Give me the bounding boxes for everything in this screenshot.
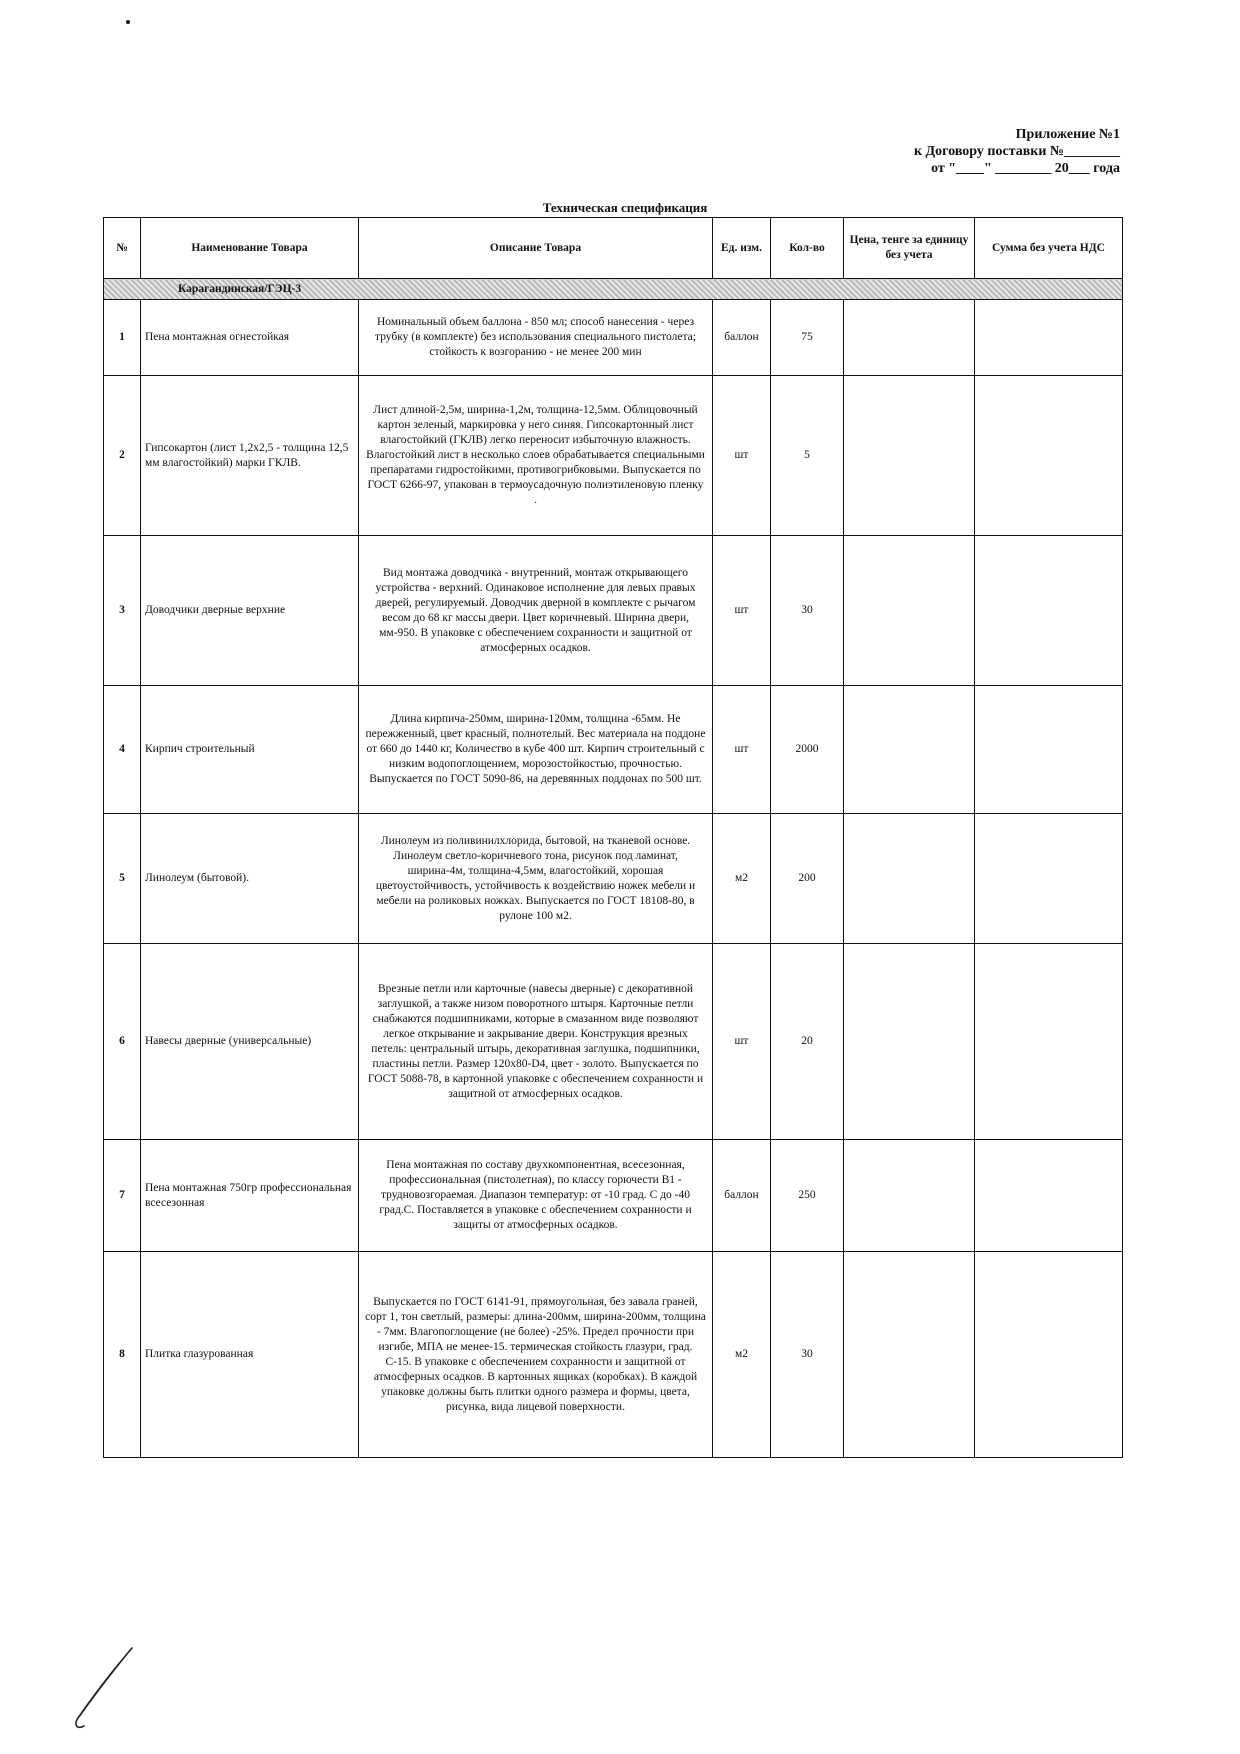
quantity: 5 <box>771 376 844 536</box>
table-row <box>104 814 1123 944</box>
row-number: 1 <box>104 300 141 376</box>
unit-of-measure: м2 <box>713 1252 771 1458</box>
total-without-vat <box>975 814 1123 944</box>
column-header-qty: Кол-во <box>771 218 844 279</box>
section-row <box>104 279 1123 300</box>
contract-date: от "____" ________ 20___ года <box>931 161 1120 176</box>
column-header-name: Наименование Товара <box>141 218 359 279</box>
total-without-vat <box>975 686 1123 814</box>
table-header-row <box>104 218 1123 279</box>
stray-ink-dot <box>126 20 130 24</box>
product-description: Врезные петли или карточные (навесы дверные) с декоративной заглушкой, а также низом поворотного штыря. Карточные петли снабжаются подшипниками, которые в смазанном виде позволяют легкое открывание и закрывание двери. Конструкция врезных петель: центральный штырь, декоративная заглушка, подшипники, пластины петли. Размер 120х80-D4, цвет - золото. Выпускается по ГОСТ 5088-78, в картонной упаковке с обеспечением сохранности и защитной от атмосферных осадков. <box>359 944 713 1140</box>
product-name: Навесы дверные (универсальные) <box>141 944 359 1140</box>
column-header-price: Цена, тенге за единицу без учета <box>844 218 975 279</box>
row-number: 3 <box>104 536 141 686</box>
page-title: Техническая спецификация <box>542 200 708 215</box>
unit-of-measure: шт <box>713 376 771 536</box>
column-header-desc: Описание Товара <box>359 218 713 279</box>
row-number: 7 <box>104 1140 141 1252</box>
total-without-vat <box>975 1140 1123 1252</box>
total-without-vat <box>975 944 1123 1140</box>
unit-price <box>844 944 975 1140</box>
row-number: 8 <box>104 1252 141 1458</box>
unit-price <box>844 686 975 814</box>
appendix-header <box>914 126 1120 177</box>
row-number: 5 <box>104 814 141 944</box>
unit-of-measure: баллон <box>713 300 771 376</box>
table-row <box>104 1140 1123 1252</box>
product-name: Доводчики дверные верхние <box>141 536 359 686</box>
product-name: Плитка глазурованная <box>141 1252 359 1458</box>
quantity: 20 <box>771 944 844 1140</box>
appendix-number: Приложение №1 <box>1015 127 1120 142</box>
unit-of-measure: м2 <box>713 814 771 944</box>
row-number: 2 <box>104 376 141 536</box>
quantity: 30 <box>771 536 844 686</box>
section-label: Карагандинская/ГЭЦ-3 <box>178 282 302 295</box>
product-description: Лист длиной-2,5м, ширина-1,2м, толщина-12,5мм. Облицовочный картон зеленый, маркировка у него синяя. Гипсокартонный лист влагостойкий (ГКЛВ) легко переносит избыточную влажность. Влагостойкий лист в несколько слоев обрабатывается специальными препаратами гидростойкими, противогрибковыми. Выпускается по ГОСТ 6266-97, упакован в термоусадочную полиэтиленовую пленку . <box>359 376 713 536</box>
unit-price <box>844 536 975 686</box>
specification-table <box>103 217 1123 1458</box>
table-row <box>104 686 1123 814</box>
product-description: Длина кирпича-250мм, ширина-120мм, толщина -65мм. Не пережженный, цвет красный, полнотелый. Вес материала на поддоне от 660 до 1440 кг, Количество в кубе 400 шт. Кирпич строительный с низким водопоглощением, морозостойкостью, прочностью. Выпускается по ГОСТ 5090-86, на деревянных поддонах по 500 шт. <box>359 686 713 814</box>
quantity: 75 <box>771 300 844 376</box>
table-row <box>104 300 1123 376</box>
table-row <box>104 536 1123 686</box>
quantity: 250 <box>771 1140 844 1252</box>
unit-price <box>844 814 975 944</box>
quantity: 200 <box>771 814 844 944</box>
product-name: Кирпич строительный <box>141 686 359 814</box>
product-description: Линолеум из поливинилхлорида, бытовой, на тканевой основе. Линолеум светло-коричневого тона, рисунок под ламинат, ширина-4м, толщина-4,5мм, влагостойкий, хорошая цветоустойчивость, устойчивость к воздействию ножек мебели и мебели на роликовых ножках. Выпускается по ГОСТ 18108-80, в рулоне 100 м2. <box>359 814 713 944</box>
unit-price <box>844 300 975 376</box>
pen-signature-mark <box>70 1644 140 1734</box>
table-row <box>104 944 1123 1140</box>
column-header-sum: Сумма без учета НДС <box>975 218 1123 279</box>
table-row <box>104 1252 1123 1458</box>
unit-price <box>844 1252 975 1458</box>
quantity: 2000 <box>771 686 844 814</box>
contract-reference: к Договору поставки №________ <box>913 144 1120 159</box>
total-without-vat <box>975 376 1123 536</box>
product-name: Пена монтажная 750гр профессиональная всесезонная <box>141 1140 359 1252</box>
unit-price <box>844 376 975 536</box>
product-description: Вид монтажа доводчика - внутренний, монтаж открывающего устройства - верхний. Одинаковое исполнение для левых правых дверей, регулируемый. Доводчик дверной в комплекте с рычагом весом до 68 кг массы двери. Цвет коричневый. Ширина двери, мм-950. В упаковке с обеспечением сохранности и защитной от атмосферных осадков. <box>359 536 713 686</box>
column-header-unit: Ед. изм. <box>713 218 771 279</box>
product-name: Гипсокартон (лист 1,2х2,5 - толщина 12,5 мм влагостойкий) марки ГКЛВ. <box>141 376 359 536</box>
table-row <box>104 376 1123 536</box>
column-header-num: № <box>104 218 141 279</box>
product-name: Пена монтажная огнестойкая <box>141 300 359 376</box>
product-description: Номинальный объем баллона - 850 мл; способ нанесения - через трубку (в комплекте) без использования специального пистолета; стойкость к возгоранию - не менее 200 мин <box>359 300 713 376</box>
unit-of-measure: шт <box>713 536 771 686</box>
total-without-vat <box>975 1252 1123 1458</box>
total-without-vat <box>975 300 1123 376</box>
quantity: 30 <box>771 1252 844 1458</box>
product-description: Пена монтажная по составу двухкомпонентная, всесезонная, профессиональная (пистолетная), по классу горючести В1 - трудновозгораемая. Диапазон температур: от -10 град. С до -40 град.С. Поставляется в упаковке с обеспечением сохранности и защиты от атмосферных осадков. <box>359 1140 713 1252</box>
total-without-vat <box>975 536 1123 686</box>
product-name: Линолеум (бытовой). <box>141 814 359 944</box>
product-description: Выпускается по ГОСТ 6141-91, прямоугольная, без завала граней, сорт 1, тон светлый, размеры: длина-200мм, ширина-200мм, толщина - 7мм. Влагопоглощение (не более) -25%. Предел прочности при изгибе, МПА не менее-15. термическая стойкость глазури, град. С-15. В упаковке с обеспечением сохранности и защитной от атмосферных осадков. В картонных ящиках (коробках). В каждой упаковке должны быть плитки одного размера и формы, цвета, рисунка, вида лицевой поверхности. <box>359 1252 713 1458</box>
unit-of-measure: шт <box>713 686 771 814</box>
row-number: 4 <box>104 686 141 814</box>
unit-of-measure: шт <box>713 944 771 1140</box>
unit-price <box>844 1140 975 1252</box>
row-number: 6 <box>104 944 141 1140</box>
unit-of-measure: баллон <box>713 1140 771 1252</box>
